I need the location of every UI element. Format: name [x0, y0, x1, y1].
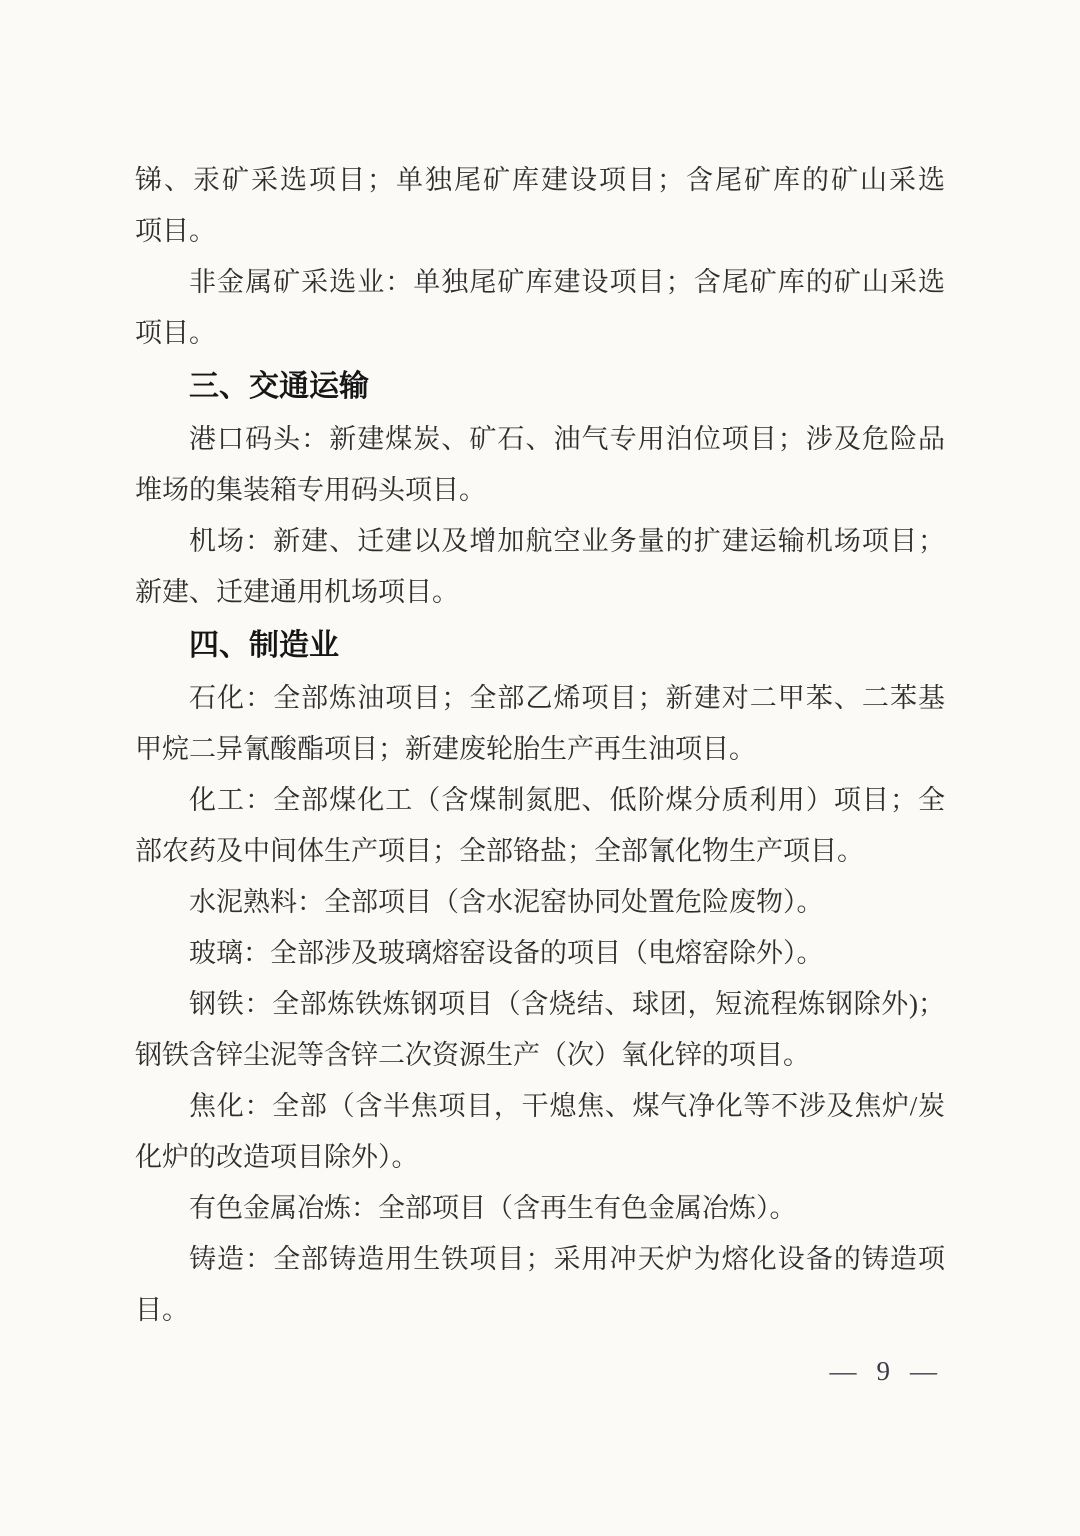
section-heading: 四、制造业: [189, 629, 339, 662]
text-line: 甲烷二异氰酸酯项目；新建废轮胎生产再生油项目。: [135, 734, 756, 764]
footer-left-dash: —: [829, 1356, 857, 1386]
text-line: 港口码头：新建煤炭、矿石、油气专用泊位项目；涉及危险品: [189, 424, 945, 454]
section-heading: 三、交通运输: [189, 370, 369, 403]
text-line: 堆场的集装箱专用码头项目。: [135, 475, 486, 505]
text-line: 部农药及中间体生产项目；全部铬盐；全部氰化物生产项目。: [135, 836, 864, 866]
text-line: 钢铁含锌尘泥等含锌二次资源生产（次）氧化锌的项目。: [135, 1040, 810, 1070]
text-line: 焦化：全部（含半焦项目，干熄焦、煤气净化等不涉及焦炉/炭: [189, 1091, 945, 1121]
text-line: 非金属矿采选业：单独尾矿库建设项目；含尾矿库的矿山采选: [189, 267, 945, 297]
text-line: 化工：全部煤化工（含煤制氮肥、低阶煤分质利用）项目；全: [189, 785, 945, 815]
text-lines: [135, 155, 945, 1336]
text-line: 新建、迁建通用机场项目。: [135, 577, 459, 607]
text-line: 钢铁：全部炼铁炼钢项目（含烧结、球团，短流程炼钢除外)；: [189, 989, 945, 1019]
text-line: 石化：全部炼油项目；全部乙烯项目；新建对二甲苯、二苯基: [189, 683, 945, 713]
text-line: 有色金属冶炼：全部项目（含再生有色金属冶炼）。: [189, 1193, 797, 1223]
text-line: 玻璃：全部涉及玻璃熔窑设备的项目（电熔窑除外）。: [189, 938, 824, 968]
text-line: 锑、汞矿采选项目；单独尾矿库建设项目；含尾矿库的矿山采选: [135, 165, 945, 195]
text-line: 项目。: [135, 216, 216, 246]
text-line: 水泥熟料：全部项目（含水泥窑协同处置危险废物）。: [189, 887, 824, 917]
text-line: 化炉的改造项目除外）。: [135, 1142, 419, 1172]
footer-right-dash: —: [910, 1356, 937, 1386]
text-line: 项目。: [135, 318, 216, 348]
text-line: 机场：新建、迁建以及增加航空业务量的扩建运输机场项目；: [189, 526, 945, 556]
text-line: 铸造：全部铸造用生铁项目；采用冲天炉为熔化设备的铸造项: [189, 1244, 945, 1274]
page-footer: [830, 1356, 938, 1387]
text-line: 目。: [135, 1295, 189, 1325]
page-number: 9: [876, 1356, 890, 1386]
